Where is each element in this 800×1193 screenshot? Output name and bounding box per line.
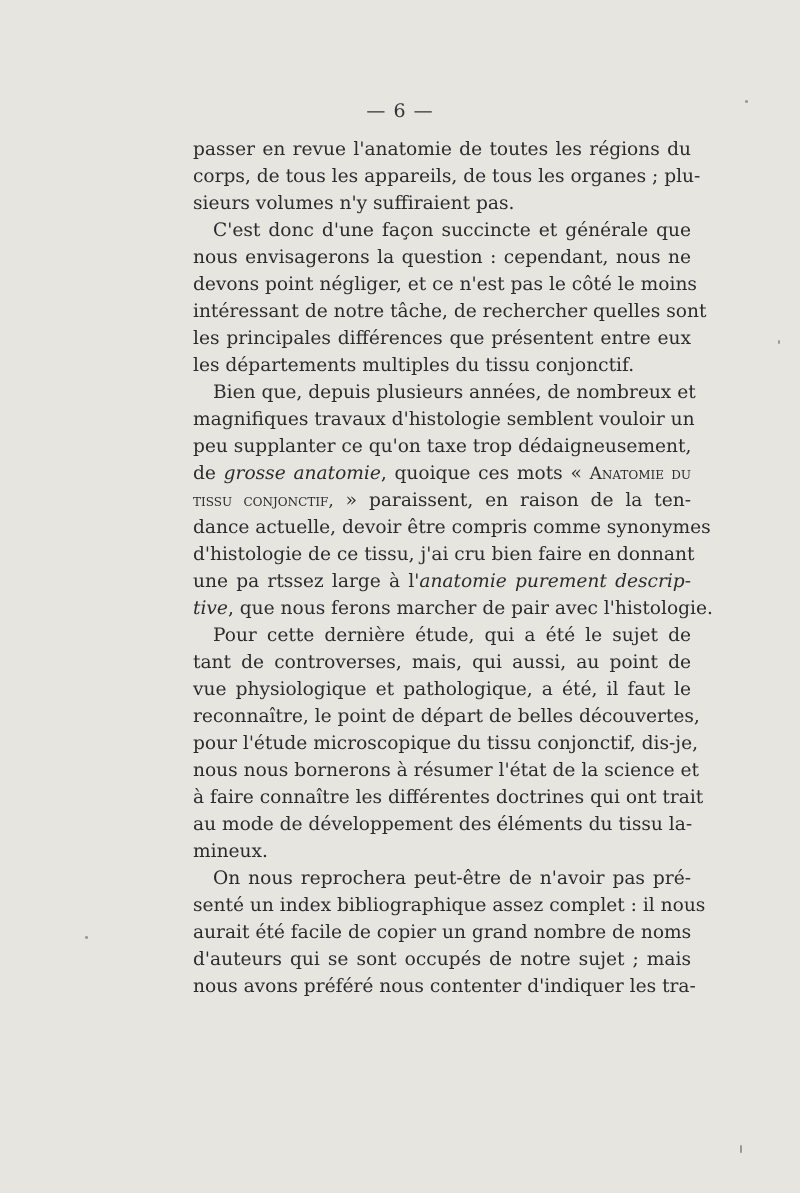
text-line: Bien que, depuis plusieurs années, de nombreux et (213, 382, 696, 403)
text-line: magnifiques travaux d'histologie semblent vouloir un (193, 409, 695, 430)
text-line: pour l'étude microscopique du tissu conjonctif, dis-je, (193, 733, 698, 754)
text-line: aurait été facile de copier un grand nombre de noms (193, 922, 692, 943)
text-line: devons point négliger, et ce n'est pas le côté le moins (193, 274, 697, 295)
text-line (193, 568, 691, 595)
text-line: On nous reprochera peut-être de n'avoir pas pré- (213, 868, 691, 889)
text-line: intéressant de notre tâche, de rechercher quelles sont (193, 301, 707, 322)
text-line: les principales différences que présentent entre eux (193, 328, 691, 349)
italic-phrase: tive (193, 598, 228, 619)
paper-speck (745, 100, 748, 103)
italic-phrase: anatomie purement descrip- (419, 571, 691, 592)
text-line: nous avons préféré nous contenter d'indiquer les tra- (193, 976, 696, 997)
text-line: passer en revue l'anatomie de toutes les régions du (193, 139, 691, 160)
text-line (193, 460, 691, 487)
text-line: Pour cette dernière étude, qui a été le sujet de (213, 625, 691, 646)
text-line: d'histologie de ce tissu, j'ai cru bien faire en donnant (193, 544, 695, 565)
text-line: C'est donc d'une façon succincte et générale que (213, 220, 691, 241)
text-line: corps, de tous les appareils, de tous les organes ; plu- (193, 166, 701, 187)
small-caps-phrase: tissu conjonctif, (193, 491, 334, 511)
paper-speck (740, 1145, 742, 1153)
text-line: senté un index bibliographique assez complet : il nous (193, 895, 706, 916)
text-line: au mode de développement des éléments du tissu la- (193, 814, 693, 835)
text-line (193, 487, 691, 514)
text-line: vue physiologique et pathologique, a été, il faut le (193, 679, 691, 700)
text-fragment: de (193, 463, 224, 484)
text-line: à faire connaître les différentes doctrines qui ont trait (193, 787, 704, 808)
text-line: d'auteurs qui se sont occupés de notre sujet ; mais (193, 949, 691, 970)
text-line: dance actuelle, devoir être compris comme synonymes (193, 517, 711, 538)
text-fragment: , que nous ferons marcher de pair avec l'histologie. (227, 598, 713, 619)
small-caps-phrase: Anatomie du (589, 464, 691, 484)
text-line: nous nous bornerons à résumer l'état de la science et (193, 760, 699, 781)
text-line: reconnaître, le point de départ de belles découvertes, (193, 706, 700, 727)
text-line: tant de controverses, mais, qui aussi, au point de (193, 652, 691, 673)
text-fragment: » paraissent, en raison de la ten- (333, 490, 691, 511)
italic-phrase: grosse anatomie (223, 463, 381, 484)
text-line: les départements multiples du tissu conjonctif. (193, 355, 635, 376)
text-fragment: une pa rtssez large à l' (193, 571, 420, 592)
text-line: nous envisagerons la question : cependant, nous ne (193, 247, 691, 268)
body-text (193, 136, 713, 1000)
paper-speck (778, 340, 780, 344)
text-fragment: , quoique ces mots « (380, 463, 590, 484)
paper-speck (85, 936, 88, 939)
page-number: — 6 — (366, 100, 434, 122)
text-line: peu supplanter ce qu'on taxe trop dédaigneusement, (193, 436, 692, 457)
text-line: mineux. (193, 841, 268, 862)
text-line (193, 595, 713, 622)
text-line: sieurs volumes n'y suffiraient pas. (193, 193, 515, 214)
